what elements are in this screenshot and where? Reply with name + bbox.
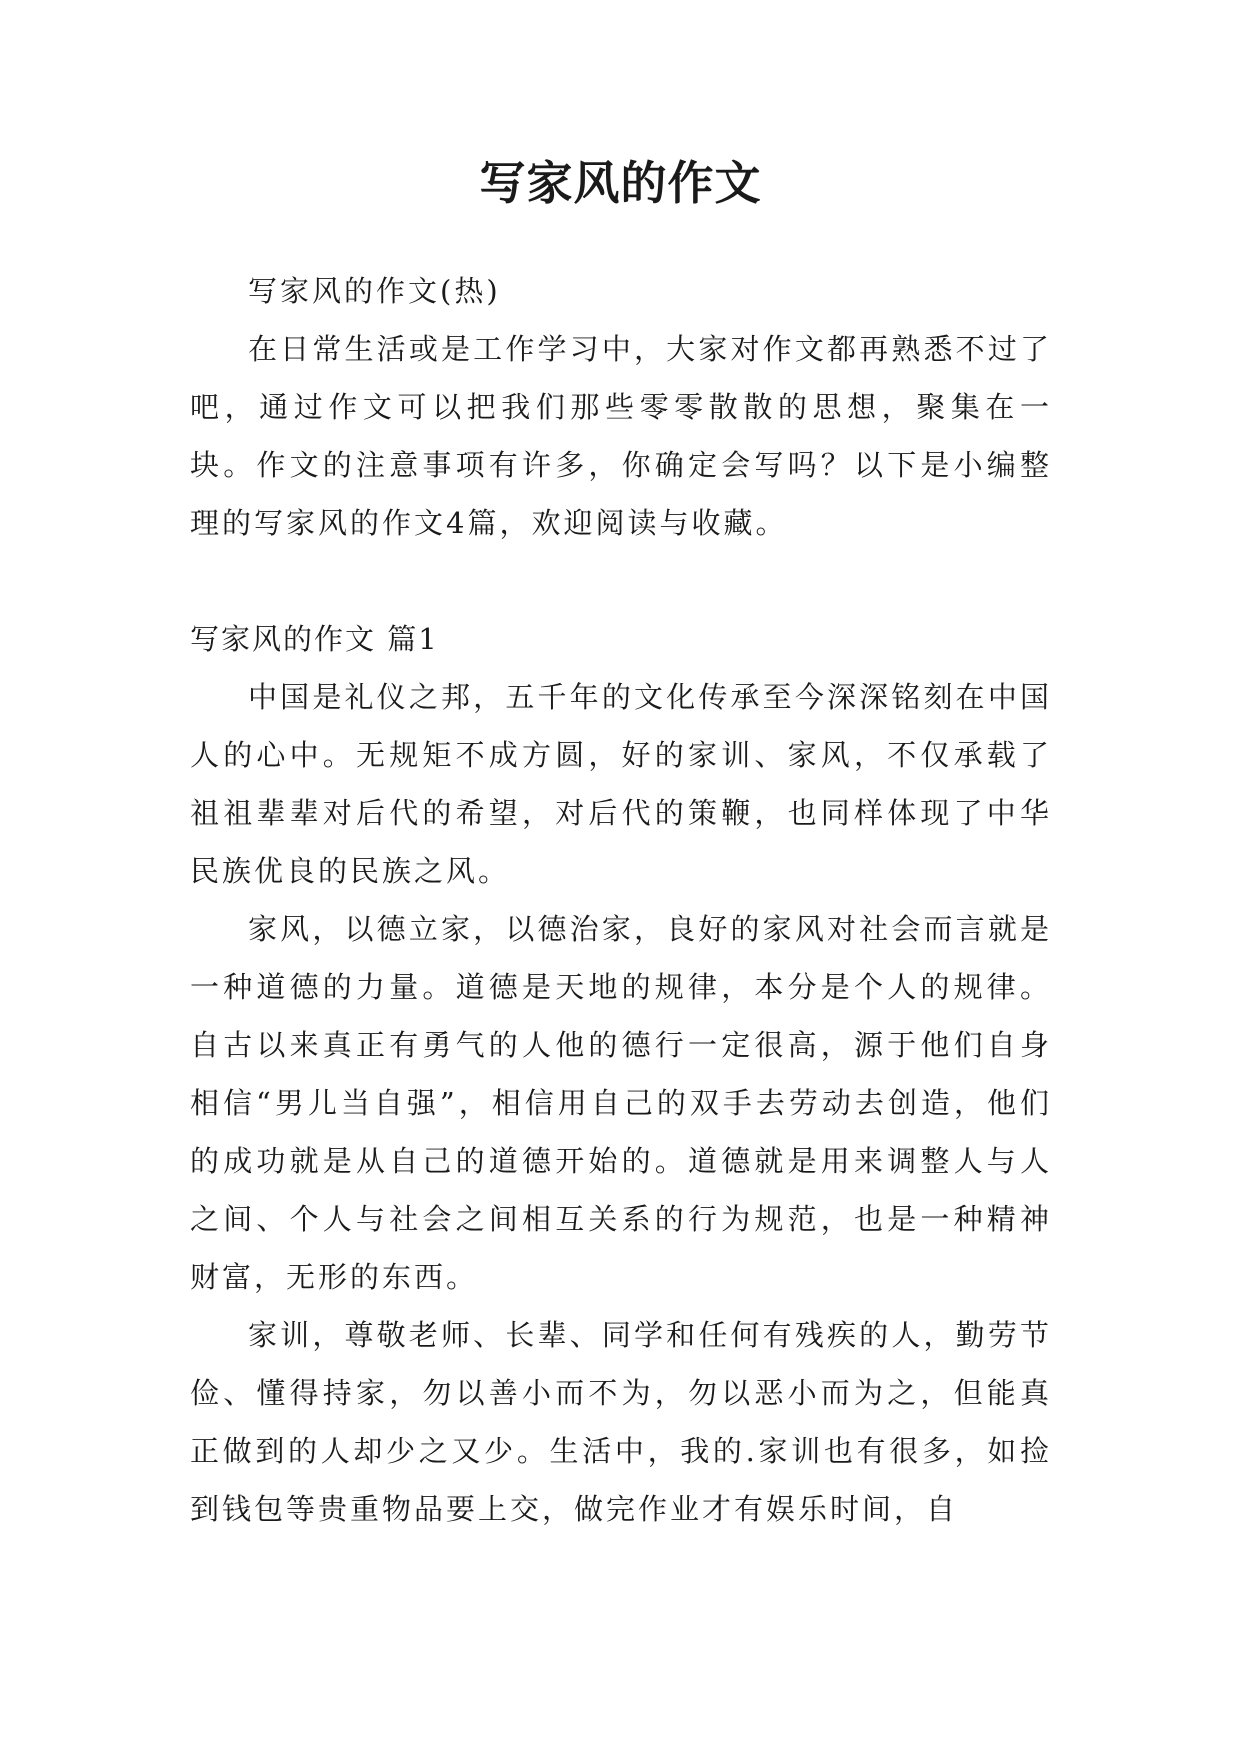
section-heading: 写家风的作文 篇1: [190, 622, 439, 656]
document-body: [190, 262, 1052, 1538]
intro-paragraph: 在日常生活或是工作学习中，大家对作文都再熟悉不过了吧，通过作文可以把我们那些零零散散的思想，聚集在一块。作文的注意事项有许多，你确定会写吗？以下是小编整理的写家风的作文4篇，欢迎阅读与收藏。: [190, 332, 1052, 540]
body-paragraph-2: 家风，以德立家，以德治家，良好的家风对社会而言就是一种道德的力量。道德是天地的规律，本分是个人的规律。自古以来真正有勇气的人他的德行一定很高，源于他们自身相信“男儿当自强”，相信用自己的双手去劳动去创造，他们的成功就是从自己的道德开始的。道德就是用来调整人与人之间、个人与社会之间相互关系的行为规范，也是一种精神财富，无形的东西。: [190, 912, 1052, 1294]
document-title: 写家风的作文: [479, 156, 762, 210]
body-paragraph-1: 中国是礼仪之邦，五千年的文化传承至今深深铭刻在中国人的心中。无规矩不成方圆，好的家训、家风，不仅承载了祖祖辈辈对后代的希望，对后代的策鞭，也同样体现了中华民族优良的民族之风。: [190, 680, 1052, 888]
document-subtitle: 写家风的作文(热): [248, 274, 501, 308]
body-paragraph-3: 家训，尊敬老师、长辈、同学和任何有残疾的人，勤劳节俭、懂得持家，勿以善小而不为，勿以恶小而为之，但能真正做到的人却少之又少。生活中，我的.家训也有很多，如捡到钱包等贵重物品要上交，做完作业才有娱乐时间，自: [190, 1318, 1052, 1526]
